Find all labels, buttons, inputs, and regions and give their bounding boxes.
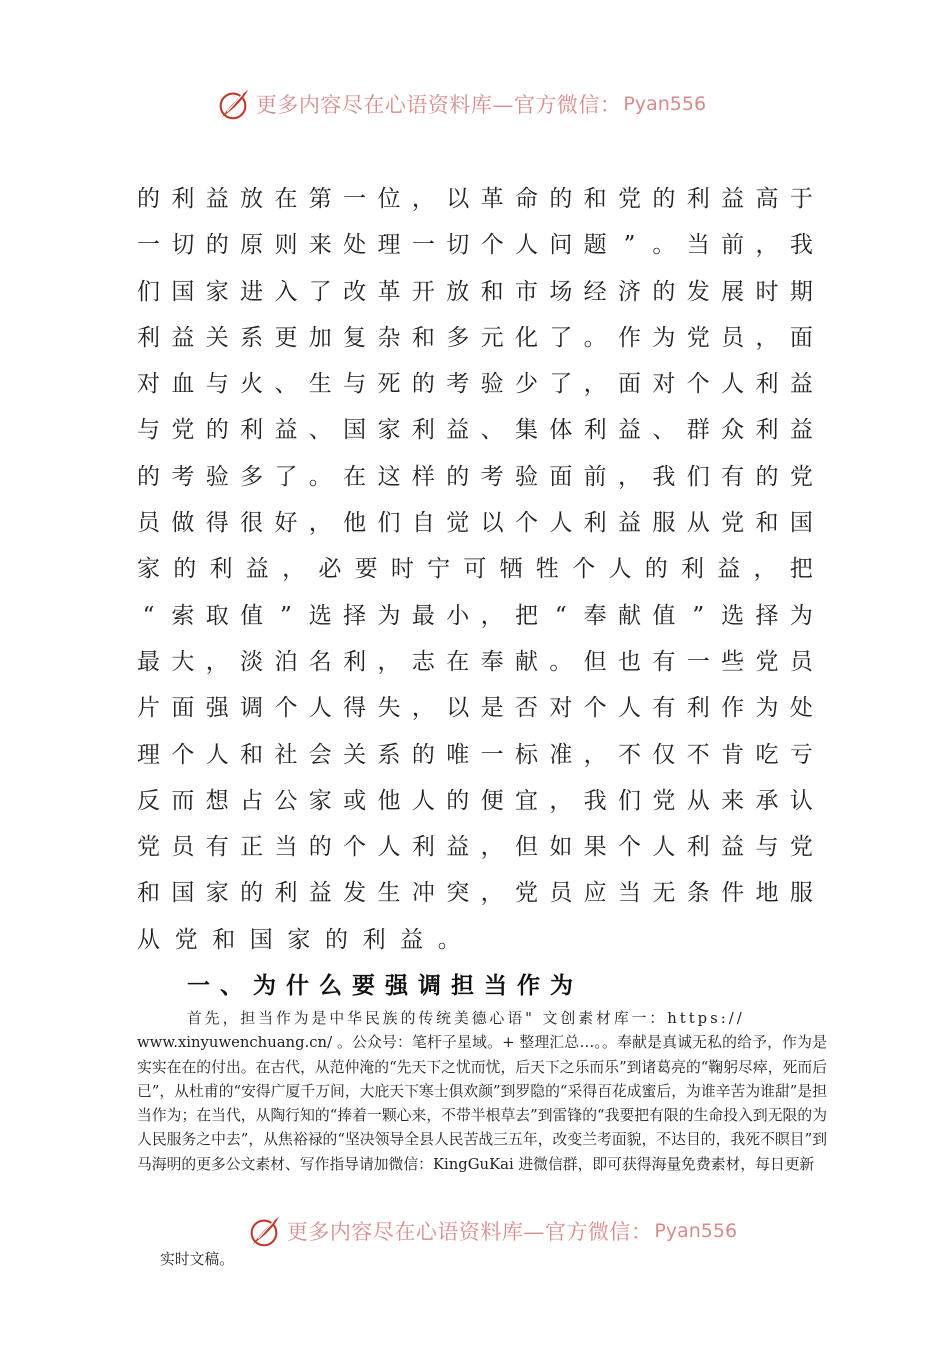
watermark-id: Pyan556 — [623, 93, 707, 115]
watermark-top — [0, 84, 935, 124]
body-line: 和 国 家 的 利 益 发 生 冲 突 ， 党 员 应 当 无 条 件 地 服 — [137, 880, 813, 907]
body-line: 员 做 得 很 好 ， 他 们 自 觉 以 个 人 利 益 服 从 党 和 国 — [137, 510, 813, 537]
tail-text: 实时文稿。 — [160, 1251, 234, 1268]
body-line: “ 索 取 值 ” 选 择 为 最 小 ， 把 “ 奉 献 值 ” 选 择 为 — [142, 602, 813, 629]
body-line: 理 个 人 和 社 会 关 系 的 唯 一 标 准 ， 不 仅 不 肯 吃 亏 — [137, 741, 813, 768]
body-line: 们 国 家 进 入 了 改 革 开 放 和 市 场 经 济 的 发 展 时 期 — [137, 278, 813, 305]
watermark-id: Pyan556 — [654, 1220, 738, 1242]
body-line: 利 益 关 系 更 加 复 杂 和 多 元 化 了 。 作 为 党 员 ， 面 — [137, 324, 813, 351]
watermark-text: 更多内容尽在心语资料库—官方微信： — [286, 1220, 653, 1244]
body-line: 反 而 想 占 公 家 或 他 人 的 便 宜 ， 我 们 党 从 来 承 认 — [137, 787, 813, 814]
body-line: 从 党 和 国 家 的 利 益 。 — [137, 926, 461, 953]
quill-logo-icon — [214, 85, 252, 123]
body-line: 家 的 利 益 ， 必 要 时 宁 可 牺 牲 个 人 的 利 益 ， 把 — [137, 556, 813, 583]
body-line: 的 利 益 放 在 第 一 位 ， 以 革 命 的 和 党 的 利 益 高 于 — [137, 186, 813, 212]
body-line: 与 党 的 利 益 、 国 家 利 益 、 集 体 利 益 、 群 众 利 益 — [137, 417, 813, 444]
body-line: 党 员 有 正 当 的 个 人 利 益 ， 但 如 果 个 人 利 益 与 党 — [137, 834, 813, 861]
small-paragraph — [137, 1007, 827, 1177]
body-line: 最 大 ， 淡 泊 名 利 ， 志 在 奉 献 。 但 也 有 一 些 党 员 — [137, 648, 813, 675]
body-line: 一 切 的 原 则 来 处 理 一 切 个 人 问 题 ” 。 当 前 ， 我 — [137, 232, 813, 259]
section-heading: 一、为什么要强调担当作为 — [187, 973, 583, 999]
watermark-bottom — [16, 1211, 950, 1251]
quill-logo-icon — [245, 1212, 283, 1250]
body-line: 对 血 与 火 、 生 与 死 的 考 验 少 了 ， 面 对 个 人 利 益 — [137, 371, 813, 398]
small-paragraph-first-line: 首先，担当作为是中华民族的传统美德心语" 文创素材库一：https:// — [187, 1010, 745, 1027]
body-line: 的 考 验 多 了 。 在 这 样 的 考 验 面 前 ， 我 们 有 的 党 — [137, 463, 813, 490]
watermark-text: 更多内容尽在心语资料库—官方微信： — [255, 93, 622, 117]
body-line: 片 面 强 调 个 人 得 失 ， 以 是 否 对 个 人 有 利 作 为 处 — [137, 695, 813, 722]
body-paragraph — [137, 176, 813, 963]
small-paragraph-body: www.xinyuwenchuang.cn/ 。公众号：笔杆子星域。+ 整理汇总…。。奉献是真诚无私的给予，作为是实实在在的付出。在古代，从范仲淹的“先天下之忧而忧，后天下之乐而乐”到诸葛亮的“鞠躬尽瘁，死而后已”，从杜甫的“安得广厦千万间，大庇天下寒士俱欢颜”到罗隐的“采得百花成蜜后，为谁辛苦为谁甜”是担当作为；在当代，从陶行知的“捧着一颗心来，不带半根草去”到雷锋的“我要把有限的生命投入到无限的为人民服务之中去”，从焦裕禄的“坚决领导全县人民苦战三五年，改变兰考面貌，不达目的，我死不瞑目”到马海明的更多公文素材、写作指导请加微信：KingGuKai 进微信群，即可获得海量免费素材，每日更新 — [137, 1034, 827, 1173]
